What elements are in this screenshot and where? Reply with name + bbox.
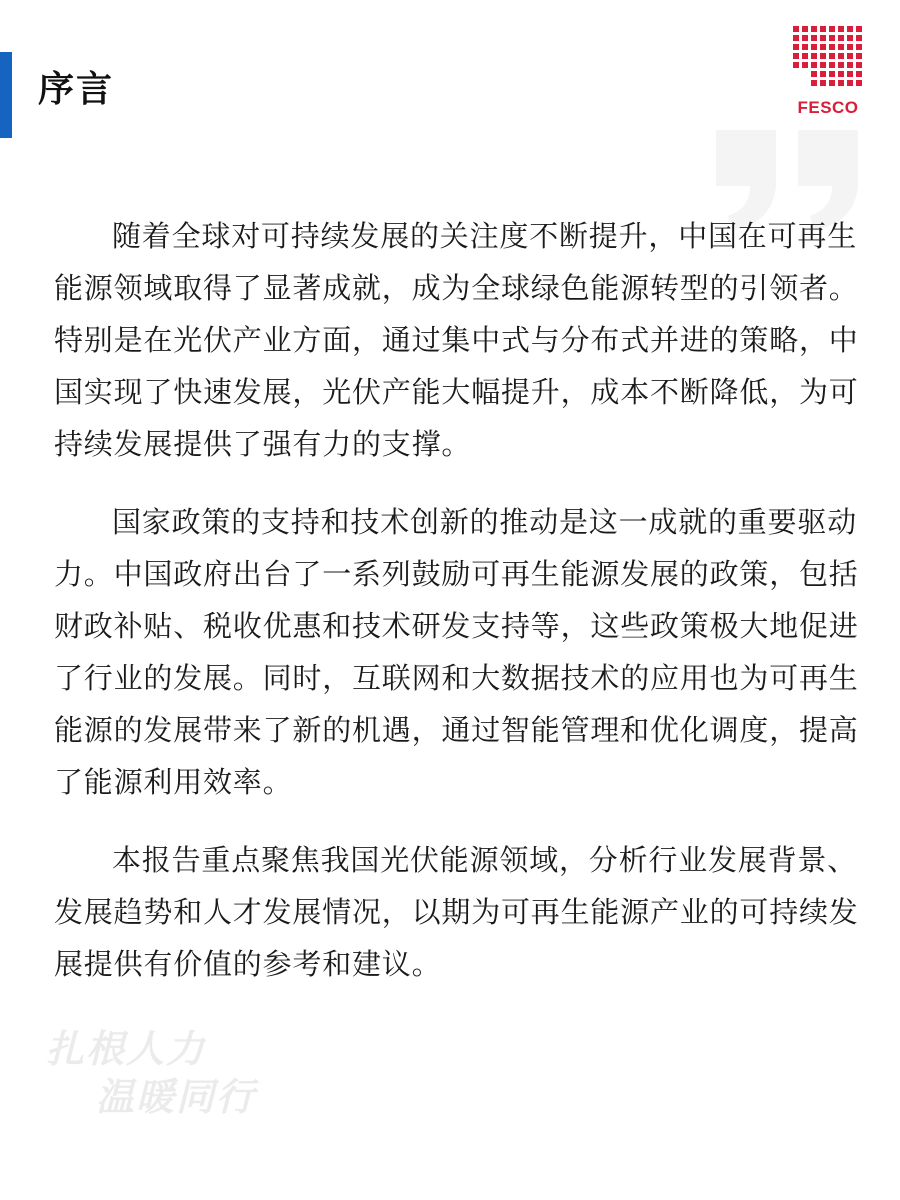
logo-dot bbox=[793, 62, 799, 68]
logo-dot bbox=[829, 35, 835, 41]
logo-dot bbox=[856, 26, 862, 32]
logo-dot bbox=[811, 71, 817, 77]
logo-dot bbox=[838, 35, 844, 41]
logo-dot bbox=[838, 62, 844, 68]
logo-dot bbox=[820, 35, 826, 41]
logo-dot bbox=[856, 53, 862, 59]
logo-dot bbox=[820, 26, 826, 32]
slogan-line-2: 温暖同行 bbox=[96, 1075, 257, 1119]
logo-dot bbox=[847, 44, 853, 50]
paragraph-1: 随着全球对可持续发展的关注度不断提升，中国在可再生能源领域取得了显著成就，成为全球绿色能源转型的引领者。特别是在光伏产业方面，通过集中式与分布式并进的策略，中国实现了快速发展，光伏产能大幅提升，成本不断降低，为可持续发展提供了强有力的支撑。 bbox=[54, 219, 859, 461]
logo-dot bbox=[856, 71, 862, 77]
logo-dot bbox=[811, 35, 817, 41]
logo-dot bbox=[847, 80, 853, 86]
logo-dot bbox=[811, 26, 817, 32]
logo-dot bbox=[802, 26, 808, 32]
logo-dot bbox=[829, 26, 835, 32]
logo-dot bbox=[793, 26, 799, 32]
preface-body bbox=[54, 210, 866, 1016]
logo-dot bbox=[820, 53, 826, 59]
logo-dot bbox=[847, 26, 853, 32]
logo-dot bbox=[793, 53, 799, 59]
logo-dot bbox=[856, 44, 862, 50]
fesco-logo bbox=[793, 26, 863, 121]
logo-dot bbox=[802, 35, 808, 41]
logo-dot bbox=[838, 44, 844, 50]
logo-text: FESCO bbox=[797, 98, 859, 117]
logo-dot bbox=[802, 62, 808, 68]
page-title: 序言 bbox=[38, 69, 115, 110]
logo-dot bbox=[820, 62, 826, 68]
logo-dot bbox=[847, 53, 853, 59]
logo-dot bbox=[847, 62, 853, 68]
logo-dot bbox=[793, 35, 799, 41]
logo-dot bbox=[820, 71, 826, 77]
logo-dot bbox=[847, 71, 853, 77]
logo-dot bbox=[847, 35, 853, 41]
logo-dot bbox=[793, 44, 799, 50]
slogan-watermark bbox=[42, 1010, 317, 1119]
logo-dot bbox=[856, 35, 862, 41]
logo-dot bbox=[829, 80, 835, 86]
logo-dot bbox=[802, 53, 808, 59]
logo-dot bbox=[829, 44, 835, 50]
logo-dot bbox=[829, 62, 835, 68]
paragraph-2: 国家政策的支持和技术创新的推动是这一成就的重要驱动力。中国政府出台了一系列鼓励可再生能源发展的政策，包括财政补贴、税收优惠和技术研发支持等，这些政策极大地促进了行业的发展。同时，互联网和大数据技术的应用也为可再生能源的发展带来了新的机遇，通过智能管理和优化调度，提高了能源利用效率。 bbox=[54, 505, 859, 799]
logo-dot bbox=[838, 71, 844, 77]
slogan-line-1: 扎根人力 bbox=[46, 1027, 207, 1071]
title-accent-bar bbox=[0, 52, 12, 138]
logo-dot bbox=[838, 80, 844, 86]
logo-dot bbox=[829, 53, 835, 59]
logo-dot bbox=[811, 53, 817, 59]
logo-dot bbox=[802, 44, 808, 50]
logo-dot bbox=[811, 80, 817, 86]
logo-dot bbox=[829, 71, 835, 77]
logo-dot bbox=[856, 80, 862, 86]
logo-dot bbox=[820, 80, 826, 86]
logo-dot bbox=[838, 26, 844, 32]
logo-dot bbox=[820, 44, 826, 50]
logo-dot bbox=[811, 44, 817, 50]
logo-dot bbox=[838, 53, 844, 59]
logo-dot bbox=[856, 62, 862, 68]
logo-dot bbox=[811, 62, 817, 68]
logo-dot-grid-icon bbox=[793, 26, 863, 90]
paragraph-3: 本报告重点聚焦我国光伏能源领域，分析行业发展背景、发展趋势和人才发展情况，以期为可再生能源产业的可持续发展提供有价值的参考和建议。 bbox=[54, 843, 859, 981]
